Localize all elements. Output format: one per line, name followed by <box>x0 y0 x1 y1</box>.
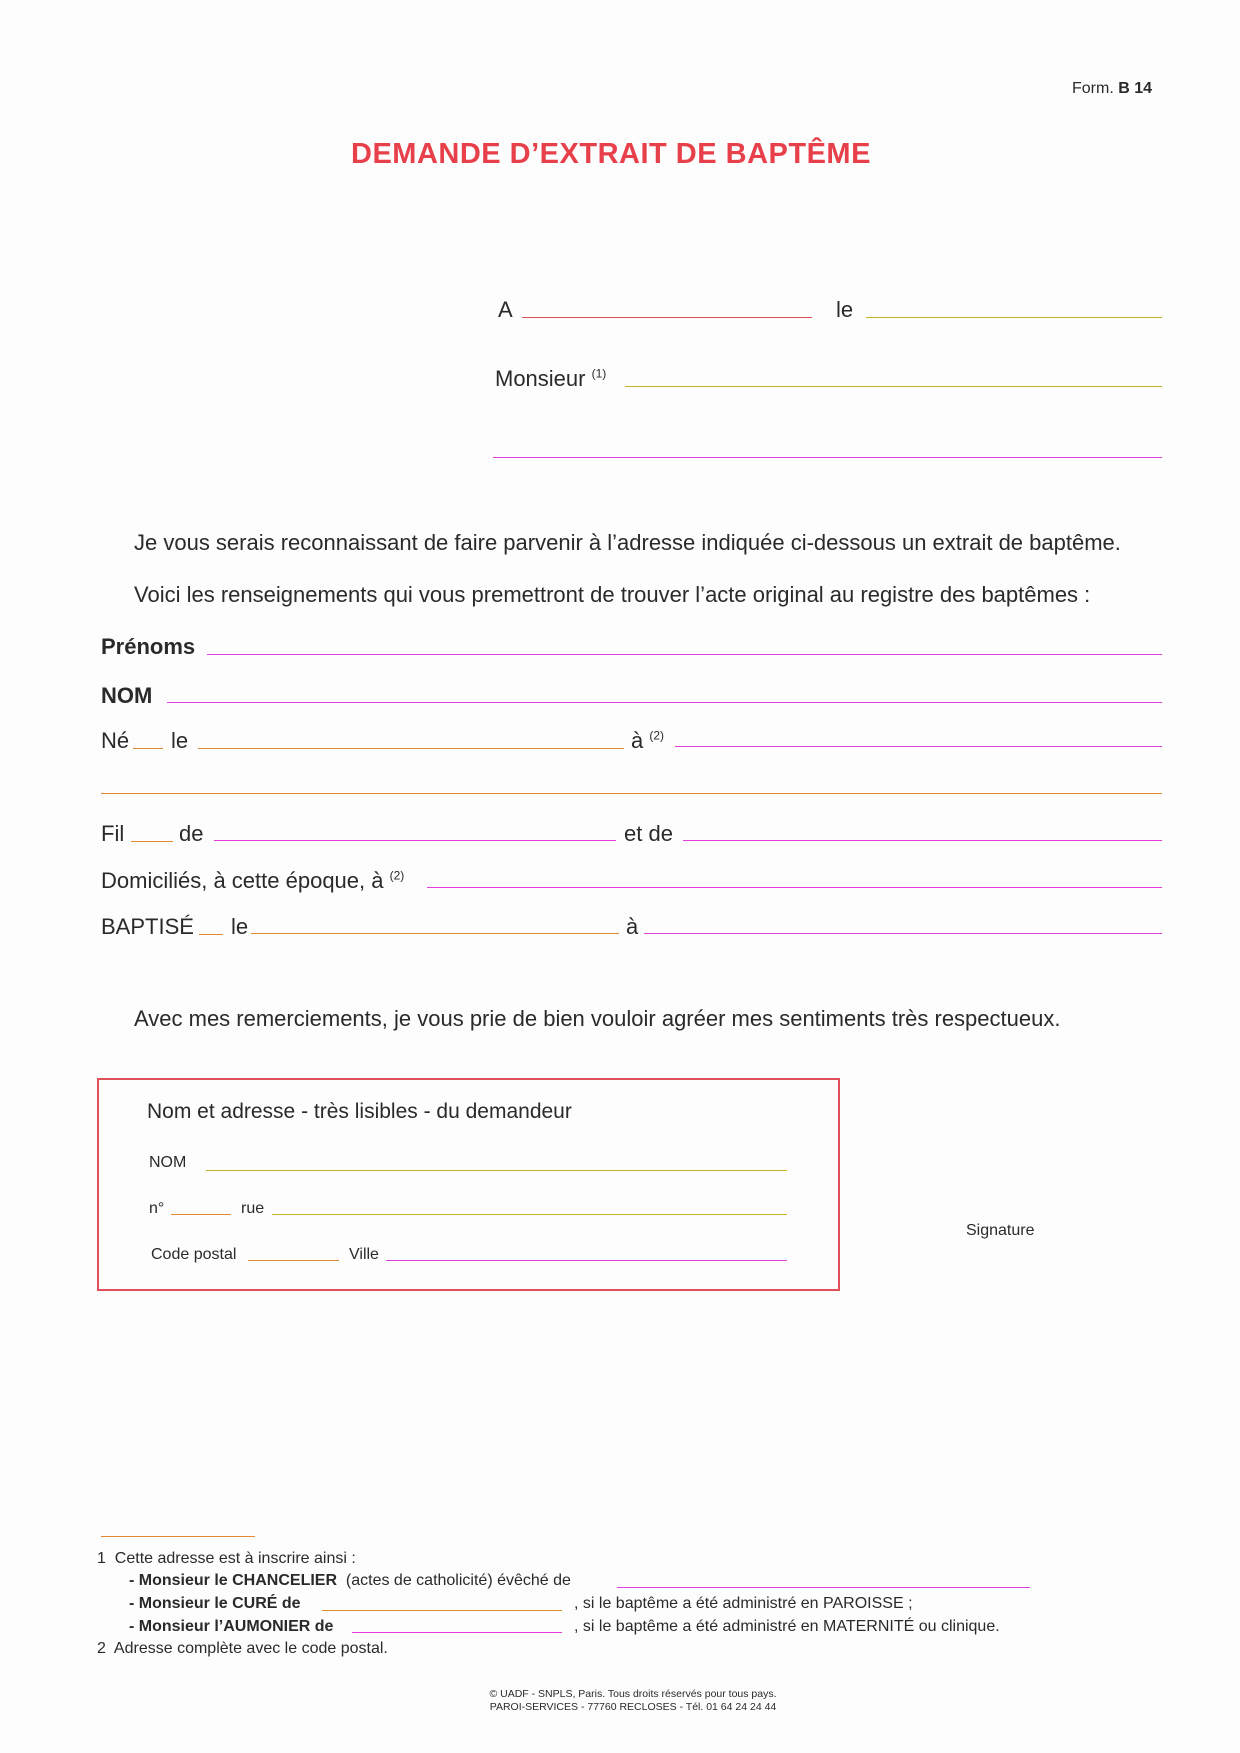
domicilies-footnote-ref: (2) <box>389 868 405 883</box>
fil-de-label: de <box>179 821 204 846</box>
requester-ville-input-line[interactable] <box>386 1260 787 1261</box>
monsieur-footnote-ref: (1) <box>591 366 607 381</box>
closing-paragraph: Avec mes remerciements, je vous prie de bien vouloir agréer mes sentiments très respectueux. <box>134 1006 1061 1031</box>
domicile-input-line[interactable] <box>427 887 1162 888</box>
chancelier-input-line[interactable] <box>617 1587 1030 1588</box>
ne-label: Né <box>101 728 130 753</box>
signature-label: Signature <box>966 1222 1035 1239</box>
birth-place-input-line-2[interactable] <box>101 793 1162 794</box>
requester-ville-label: Ville <box>349 1246 379 1263</box>
a-input-line[interactable] <box>522 317 812 318</box>
mother-input-line[interactable] <box>683 840 1162 841</box>
footnote-1-number: 1 <box>97 1550 106 1567</box>
fil-gender-line[interactable] <box>131 841 173 842</box>
footer-copyright: © UADF - SNPLS, Paris. Tous droits réservés pour tous pays. <box>489 1688 777 1700</box>
date-input-line[interactable] <box>866 317 1162 318</box>
requester-nom-input-line[interactable] <box>206 1170 787 1171</box>
nom-label: NOM <box>101 683 153 708</box>
requester-box-title: Nom et adresse - très lisibles - du demandeur <box>147 1100 572 1123</box>
ne-a-footnote-ref: (2) <box>649 728 665 743</box>
baptism-place-input-line[interactable] <box>644 933 1162 934</box>
footnote-2 <box>97 1640 388 1658</box>
nom-input-line[interactable] <box>167 702 1162 703</box>
footnote-separator <box>101 1536 255 1537</box>
footnote-aumonier-rest: , si le baptême a été administré en MATERNITÉ ou clinique. <box>574 1618 1000 1635</box>
ne-le-label: le <box>171 728 189 753</box>
monsieur-input-line-2[interactable] <box>493 457 1162 458</box>
form-reference <box>1072 80 1152 98</box>
baptise-gender-line[interactable] <box>199 934 223 935</box>
footnote-2-text: Adresse complète avec le code postal. <box>113 1640 388 1657</box>
footnote-1 <box>97 1550 356 1568</box>
requester-code-postal-label: Code postal <box>151 1246 237 1263</box>
paragraph-details: Voici les renseignements qui vous premettront de trouver l’acte original au registre des baptêmes : <box>134 582 1091 607</box>
prenoms-label: Prénoms <box>101 634 196 659</box>
baptism-date-input-line[interactable] <box>251 933 619 934</box>
requester-rue-label: rue <box>241 1200 265 1217</box>
birth-place-input-line[interactable] <box>675 746 1162 747</box>
prenoms-input-line[interactable] <box>207 654 1162 655</box>
footnote-1-text: Cette adresse est à inscrire ainsi : <box>114 1550 356 1567</box>
footnote-aumonier: - Monsieur l’AUMONIER de <box>129 1618 334 1635</box>
father-input-line[interactable] <box>214 840 616 841</box>
requester-nom-label: NOM <box>149 1154 187 1171</box>
baptise-label: BAPTISÉ <box>101 914 194 939</box>
ne-a-label: à $^{(2)}$ <box>631 728 665 753</box>
footnote-cure: - Monsieur le CURÉ de <box>129 1595 301 1612</box>
page-title: DEMANDE D’EXTRAIT DE BAPTÊME <box>351 138 871 170</box>
requester-rue-input-line[interactable] <box>272 1214 787 1215</box>
form-prefix: Form. <box>1072 80 1114 97</box>
requester-numero-input-line[interactable] <box>171 1214 231 1215</box>
requester-code-postal-input-line[interactable] <box>248 1260 339 1261</box>
footnote-2-number: 2 <box>97 1640 106 1657</box>
le-label: le <box>836 297 854 322</box>
footer-publisher: PAROI-SERVICES - 77760 RECLOSES - Tél. 01 64 24 24 44 <box>489 1701 777 1713</box>
requester-box <box>97 1078 840 1291</box>
fil-label: Fil <box>101 821 125 846</box>
footnote-cure-rest: , si le baptême a été administré en PAROISSE ; <box>574 1595 913 1612</box>
footnote-chancelier: - Monsieur le CHANCELIER (actes de catholicité) évêché de <box>129 1572 571 1589</box>
ne-gender-line[interactable] <box>133 748 163 749</box>
form-code: B 14 <box>1118 80 1153 97</box>
et-de-label: et de <box>624 821 673 846</box>
cure-input-line[interactable] <box>322 1610 562 1611</box>
monsieur-input-line[interactable] <box>625 386 1162 387</box>
requester-numero-label: n° <box>149 1200 165 1217</box>
aumonier-input-line[interactable] <box>352 1632 562 1633</box>
domicilies-label: Domiciliés, à cette époque, à $^{(2)}$ <box>101 868 405 893</box>
baptise-le-label: le <box>231 914 249 939</box>
a-label: A <box>498 297 513 322</box>
paragraph-request: Je vous serais reconnaissant de faire parvenir à l’adresse indiquée ci-dessous un extrait de baptême. <box>134 530 1121 555</box>
monsieur-label: Monsieur $^{(1)}$ <box>495 366 607 391</box>
baptise-a-label: à <box>626 914 639 939</box>
birth-date-input-line[interactable] <box>198 748 624 749</box>
